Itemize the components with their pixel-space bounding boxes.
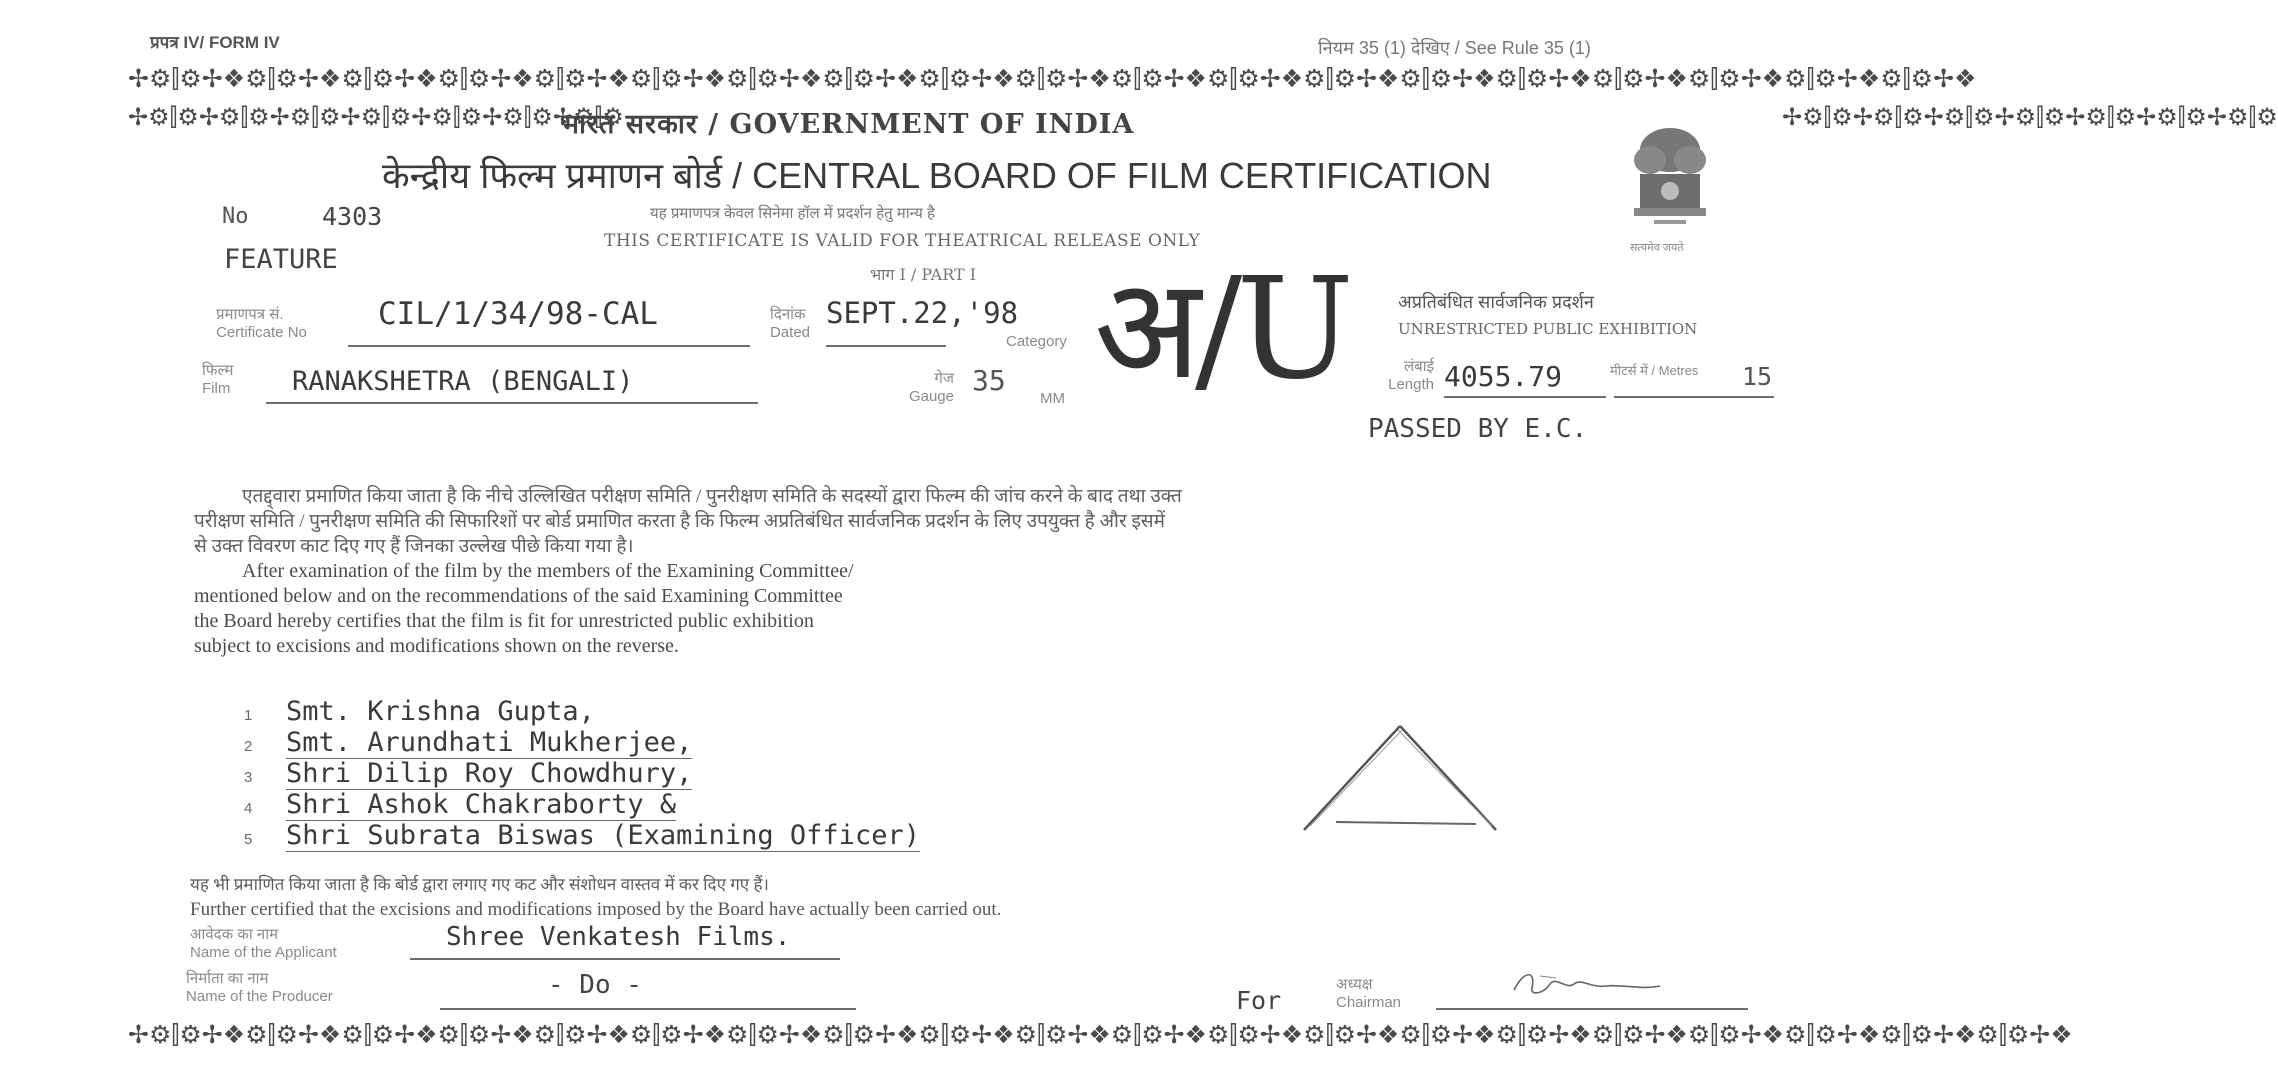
validity-english: THIS CERTIFICATE IS VALID FOR THEATRICAL RELEASE ONLY: [604, 231, 1201, 251]
member-row: [244, 727, 1144, 758]
chairman-label-hindi: अध्यक्ष: [1336, 976, 1373, 993]
certificate-no-label-hindi: प्रमाणपत्र सं.: [216, 306, 284, 323]
applicant-name: Shree Venkatesh Films.: [446, 922, 791, 952]
film-line: [266, 402, 758, 404]
member-row: [244, 789, 1144, 820]
member-row: [244, 820, 1144, 851]
certificate-no-label-english: Certificate No: [216, 324, 307, 341]
applicant-label: [190, 926, 337, 962]
member-number: 1: [244, 707, 253, 724]
film-label-hindi: फिल्म: [202, 362, 234, 379]
applicant-label-english: Name of the Applicant: [190, 944, 337, 961]
length-label-english: Length: [1388, 376, 1434, 393]
border-right: ✢⚙⫿⚙✢⚙⫿⚙✢⚙⫿⚙✢⚙⫿⚙✢⚙⫿⚙✢⚙⫿⚙✢⚙⫿⚙: [1782, 103, 2278, 131]
para-english-line-3: the Board hereby certifies that the film is fit for unrestricted public exhibition: [194, 610, 814, 632]
member-name: Smt. Arundhati Mukherjee,: [286, 727, 693, 758]
border-bottom: ✢⚙⫿⚙✢❖⚙⫿⚙✢❖⚙⫿⚙✢❖⚙⫿⚙✢❖⚙⫿⚙✢❖⚙⫿⚙✢❖⚙⫿⚙✢❖⚙⫿⚙✢❖⚙⫿⚙✢❖⚙⫿⚙✢❖⚙⫿⚙✢❖⚙⫿⚙✢❖⚙⫿⚙✢❖⚙⫿⚙✢❖⚙⫿⚙✢❖⚙⫿⚙✢❖⚙⫿⚙✢❖⚙⫿⚙✢❖⚙⫿⚙✢❖⚙⫿⚙✢❖: [128, 1020, 2073, 1049]
metres-line: [1614, 396, 1774, 398]
dated-label: [770, 306, 810, 342]
category-symbol: अ/U: [1094, 248, 1349, 411]
length-line: [1444, 396, 1606, 398]
applicant-line: [410, 958, 840, 960]
triangle-stamp-icon: [1296, 722, 1506, 838]
member-name: Smt. Krishna Gupta,: [286, 696, 595, 727]
member-row: [244, 758, 1144, 789]
length-label-hindi: लंबाई: [1404, 358, 1434, 375]
metres-label: मीटर्स में / Metres: [1610, 363, 1699, 378]
member-name: Shri Subrata Biswas (Examining Officer): [286, 820, 920, 851]
mm-label: MM: [1040, 390, 1065, 407]
state-emblem-icon: [1620, 122, 1720, 242]
board-title: केन्द्रीय फिल्म प्रमाणन बोर्ड / CENTRAL BOARD OF FILM CERTIFICATION: [382, 155, 1492, 196]
film-type: FEATURE: [224, 244, 338, 275]
dated-value: SEPT.22,'98: [826, 296, 1019, 330]
para-hindi-line-3: से उक्त विवरण काट दिए गए हैं जिनका उल्लेख पीछे किया गया है।: [194, 536, 634, 557]
dated-label-hindi: दिनांक: [770, 306, 806, 323]
member-number: 3: [244, 769, 253, 786]
exhibition-hindi: अप्रतिबंधित सार्वजनिक प्रदर्शन: [1398, 292, 1594, 312]
rule-reference: नियम 35 (1) देखिए / See Rule 35 (1): [1318, 38, 1591, 58]
member-row: [244, 696, 1144, 727]
chairman-signature: [1510, 966, 1690, 1002]
member-name: Shri Ashok Chakraborty &: [286, 789, 677, 820]
film-title: RANAKSHETRA (BENGALI): [292, 366, 634, 397]
applicant-label-hindi: आवेदक का नाम: [190, 926, 279, 943]
para-english-line-4: subject to excisions and modifications shown on the reverse.: [194, 635, 679, 657]
para-hindi-line-2: परीक्षण समिति / पुनरीक्षण समिति की सिफारिशों पर बोर्ड प्रमाणित करता है कि फिल्म अप्रतिबंधित सार्वजनिक प्रदर्शन के लिए उपयुक्त है और इसमें: [194, 511, 1165, 532]
member-number: 2: [244, 738, 253, 755]
passed-by: PASSED BY E.C.: [1368, 414, 1588, 444]
para-hindi-line-1: एतद्द्वारा प्रमाणित किया जाता है कि नीचे उल्लिखित परीक्षण समिति / पुनरीक्षण समिति के सदस्यों द्वारा फिल्म की जांच करने के बाद तथा उक्त: [242, 486, 1182, 507]
member-number: 5: [244, 831, 253, 848]
reels-value: 15: [1742, 362, 1773, 391]
for-label: For: [1236, 986, 1282, 1015]
certificate-number: 4303: [322, 202, 383, 231]
further-english: Further certified that the excisions and modifications imposed by the Board have actually been carried out.: [190, 899, 1002, 920]
certificate-no-value: CIL/1/34/98-CAL: [378, 296, 658, 332]
certificate-no-label: [216, 306, 307, 342]
gauge-label: [884, 370, 954, 406]
para-english-line-1: After examination of the film by the members of the Examining Committee/: [242, 560, 854, 582]
certificate-no-line: [348, 345, 750, 347]
dated-line: [826, 345, 946, 347]
para-english-line-2: mentioned below and on the recommendations of the said Examining Committee: [194, 585, 843, 607]
border-left: ✢⚙⫿⚙✢⚙⫿⚙✢⚙⫿⚙✢⚙⫿⚙✢⚙⫿⚙✢⚙⫿⚙✢⚙⫿⚙: [128, 103, 624, 131]
number-label: No: [222, 204, 249, 229]
gauge-label-english: Gauge: [908, 388, 954, 405]
further-hindi: यह भी प्रमाणित किया जाता है कि बोर्ड द्वारा लगाए गए कट और संशोधन वास्तव में कर दिए गए हैं।: [190, 875, 769, 894]
chairman-label-english: Chairman: [1336, 994, 1402, 1011]
validity-hindi: यह प्रमाणपत्र केवल सिनेमा हॉल में प्रदर्शन हेतु मान्य है: [650, 205, 935, 222]
form-label: प्रपत्र IV/ FORM IV: [150, 33, 280, 52]
emblem-caption: सत्यमेव जयते: [1630, 242, 1684, 254]
government-title: भारत सरकार / GOVERNMENT OF INDIA: [560, 109, 1135, 140]
producer-label-hindi: निर्माता का नाम: [186, 970, 269, 987]
film-label: [202, 362, 233, 398]
length-label: [1364, 358, 1434, 394]
members-list: [244, 696, 1144, 851]
part-label: भाग I / PART I: [870, 265, 977, 284]
chairman-label: [1336, 976, 1401, 1012]
category-label: Category: [1006, 333, 1067, 350]
producer-label: [186, 970, 333, 1006]
gauge-label-hindi: गेज: [934, 370, 954, 387]
film-label-english: Film: [202, 380, 231, 397]
exhibition-english: UNRESTRICTED PUBLIC EXHIBITION: [1398, 320, 1698, 338]
dated-label-english: Dated: [770, 324, 811, 341]
producer-label-english: Name of the Producer: [186, 988, 333, 1005]
chairman-line: [1436, 1008, 1748, 1010]
member-number: 4: [244, 800, 253, 817]
certification-paragraph: [194, 484, 1748, 659]
member-name: Shri Dilip Roy Chowdhury,: [286, 758, 693, 789]
length-value: 4055.79: [1444, 360, 1563, 393]
producer-name: - Do -: [548, 970, 642, 1000]
gauge-value: 35: [972, 364, 1006, 397]
producer-line: [440, 1008, 856, 1010]
border-top: ✢⚙⫿⚙✢❖⚙⫿⚙✢❖⚙⫿⚙✢❖⚙⫿⚙✢❖⚙⫿⚙✢❖⚙⫿⚙✢❖⚙⫿⚙✢❖⚙⫿⚙✢❖⚙⫿⚙✢❖⚙⫿⚙✢❖⚙⫿⚙✢❖⚙⫿⚙✢❖⚙⫿⚙✢❖⚙⫿⚙✢❖⚙⫿⚙✢❖⚙⫿⚙✢❖⚙⫿⚙✢❖⚙⫿⚙✢❖⚙⫿⚙✢❖: [128, 64, 1977, 93]
